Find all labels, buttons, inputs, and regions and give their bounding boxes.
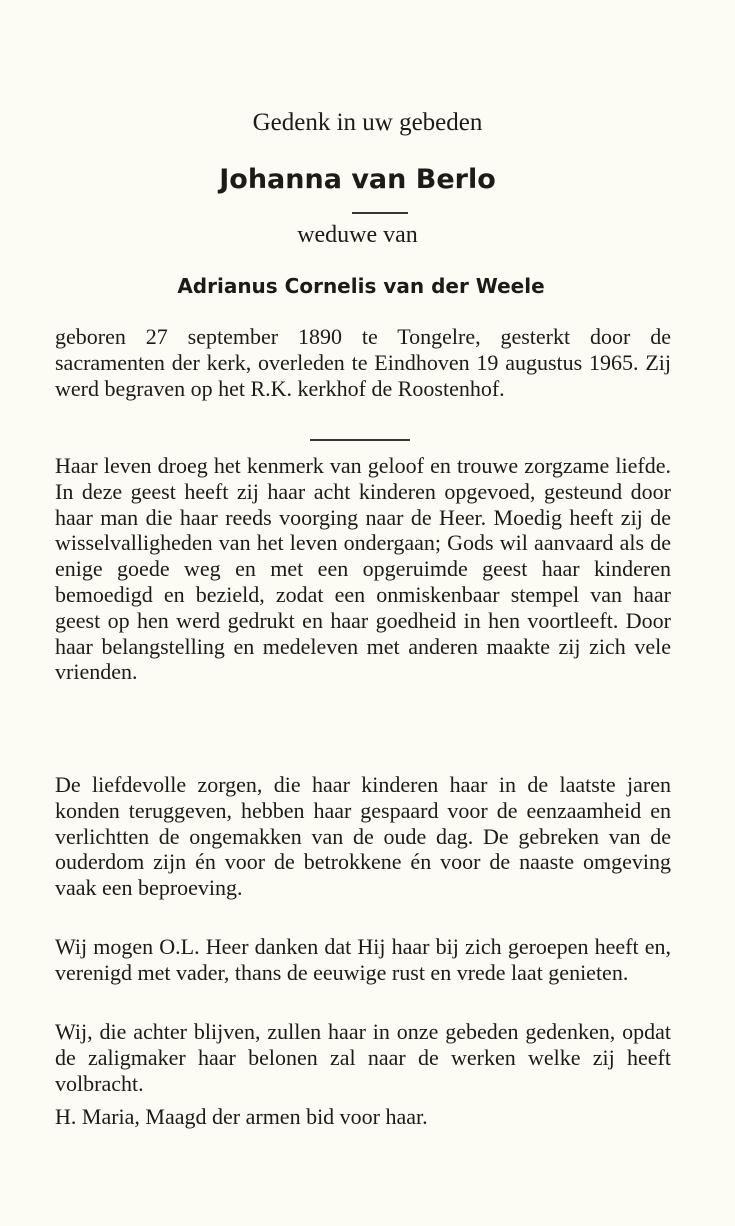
thanks-paragraph: Wij mogen O.L. Heer danken dat Hij haar bij zich geroepen heeft en, verenigd met vader, thans de eeuwige rust en vrede laat genieten. <box>55 934 671 985</box>
prayer-line: H. Maria, Maagd der armen bid voor haar. <box>55 1104 428 1129</box>
husband-name: Adrianus Cornelis van der Weele <box>177 274 545 298</box>
divider-rule <box>352 212 408 214</box>
divider-rule <box>310 439 410 441</box>
remembrance-paragraph: Wij, die achter blijven, zullen haar in onze gebeden gedenken, opdat de zaligmaker haar belonen zal naar de werken welke zij heeft volbracht. <box>55 1019 671 1096</box>
tribute-paragraph: Haar leven droeg het kenmerk van geloof en trouwe zorgzame liefde. In deze geest heeft zij haar acht kinderen opgevoed, gesteund door haar man die haar reeds voorging naar de Heer. Moedig heeft zij de wisselvalligheden van het leven ondergaan; Gods wil aanvaard als de enige goede weg en met een opgeruimde geest haar kinderen bemoedigd en bezield, zodat een onmiskenbaar stempel van haar geest op hen werd gedrukt en haar goedheid in hen voortleeft. Door haar belangstelling en medeleven met anderen maakte zij zich vele vrienden. <box>55 453 671 685</box>
card-heading: Gedenk in uw gebeden <box>252 109 483 136</box>
widow-of-label: weduwe van <box>297 222 418 248</box>
life-details-paragraph: geboren 27 september 1890 te Tongelre, gesterkt door de sacramenten der kerk, overleden te Eindhoven 19 augustus 1965. Zij werd begraven op het R.K. kerkhof de Roostenhof. <box>55 324 671 401</box>
tribute-paragraph: De liefdevolle zorgen, die haar kinderen haar in de laatste jaren konden teruggeven, hebben haar gespaard voor de eenzaamheid en verlichtten de ongemakken van de oude dag. De gebreken van de ouderdom zijn én voor de betrokkene én voor de naaste omgeving vaak een beproeving. <box>55 772 671 901</box>
deceased-name: Johanna van Berlo <box>219 164 496 195</box>
